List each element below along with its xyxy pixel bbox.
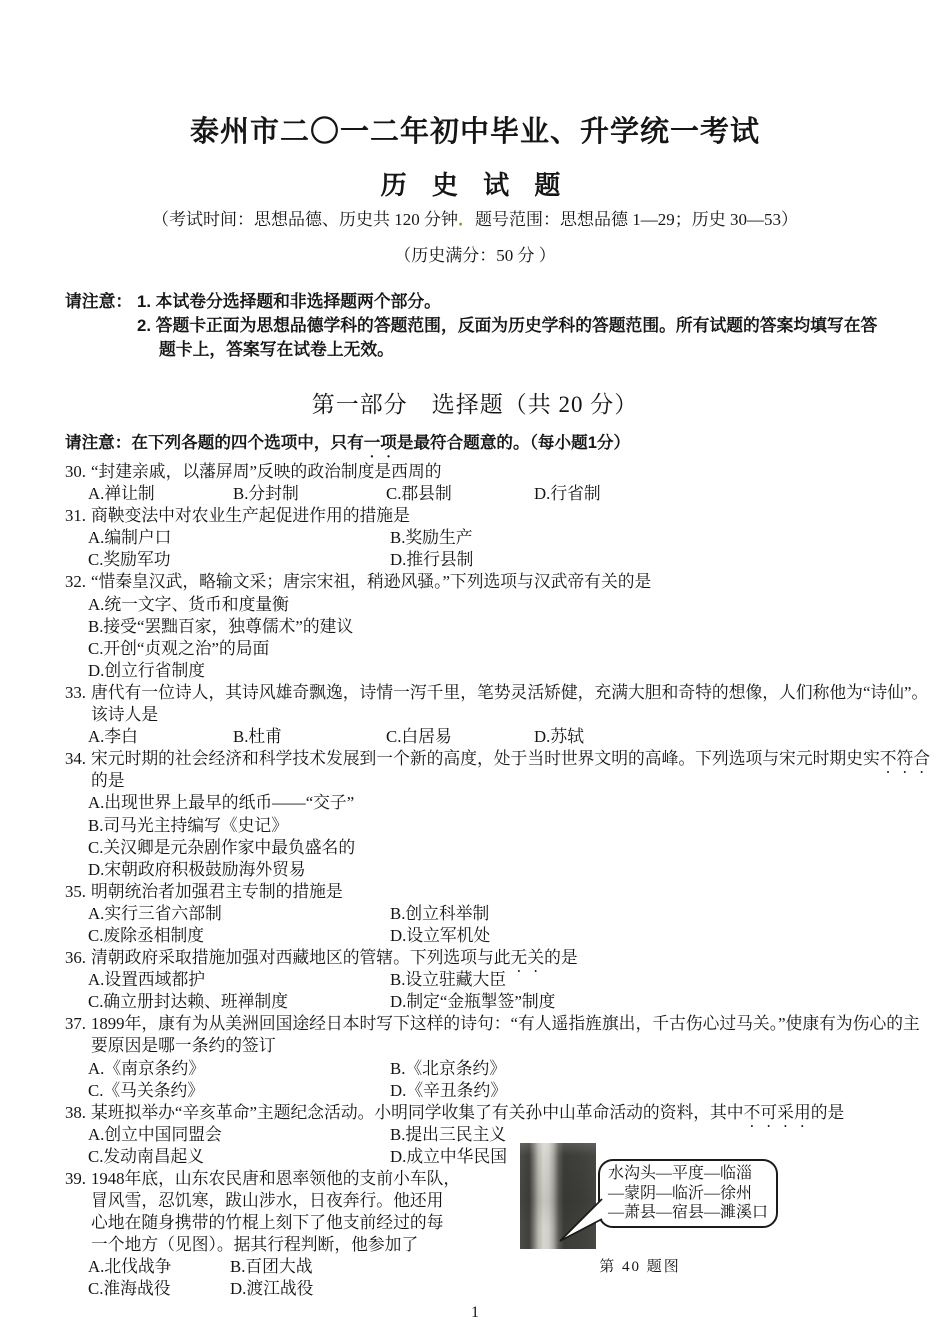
option-a: A.李白 — [88, 727, 138, 747]
option-a: A.出现世界上最早的纸币——“交子” — [88, 793, 355, 813]
page-title: 泰州市二〇一二年初中毕业、升学统一考试 — [189, 116, 760, 148]
speech-bubble — [598, 1159, 778, 1228]
question-text: 1899年，康有为从美洲回国途经日本时写下这样的诗句：“有人遥指旌旗出，千古伤心过马关。”使康有为伤心的主 — [91, 1014, 920, 1034]
question-text: “封建亲戚，以藩屏周”反映的政治制度是西周的 — [91, 462, 442, 481]
option-d: D.成立中华民国 — [390, 1146, 508, 1166]
option-b: B.创立科举制 — [390, 903, 490, 923]
exam-info-left: （考试时间：思想品德、历史共 120 分钟 — [152, 210, 458, 229]
question-32 — [65, 571, 887, 681]
question-34 — [65, 748, 931, 881]
options-row — [65, 527, 887, 549]
notice-row-1 — [65, 290, 887, 314]
figure-caption: 第 40 题图 — [599, 1259, 681, 1275]
option-d: D.推行县制 — [390, 550, 474, 570]
options-row — [65, 1080, 887, 1102]
option-c: C.关汉卿是元杂剧作家中最负盛名的 — [88, 837, 356, 857]
option-a: A.《南京条约》 — [88, 1058, 206, 1078]
instruction-emphasis: 一项 — [363, 433, 397, 452]
question-number: 31. — [65, 506, 86, 526]
question-text: 1948年底，山东农民唐和恩率领他的支前小车队， — [91, 1169, 461, 1188]
option-b: B.司马光主持编写《史记》 — [88, 815, 288, 835]
option-d: D.宋朝政府积极鼓励海外贸易 — [88, 859, 306, 879]
question-stem — [65, 682, 929, 704]
option-c: C.《马关条约》 — [88, 1080, 205, 1100]
options-row — [65, 991, 887, 1013]
option-a: A.编制户口 — [88, 528, 172, 548]
question-number: 38. — [65, 1102, 86, 1122]
route-line-2: —蒙阴—临沂—徐州 — [608, 1184, 753, 1202]
option-b: B.奖励生产 — [390, 528, 473, 548]
speech-bubble-tail — [558, 1197, 604, 1243]
options-row — [65, 726, 887, 748]
question-stem-continued: 的是 — [91, 771, 125, 791]
question-text: 清朝政府采取措施加强对西藏地区的管辖。下列选项与此 — [91, 948, 511, 968]
instruction-suffix: 是最符合题意的。（每小题1分） — [396, 433, 631, 452]
question-33 — [65, 682, 929, 748]
exam-info-right: 题号范围：思想品德 1—29；历史 30—53） — [475, 210, 798, 229]
question-stem — [65, 881, 887, 903]
option-d: D.渡江战役 — [230, 1279, 314, 1299]
route-line-1: 水沟头—平度—临淄 — [608, 1165, 753, 1182]
question-text-suffix: 的是 — [810, 1102, 845, 1122]
option-a: A.统一文字、货币和度量衡 — [88, 594, 289, 614]
notice-row-2 — [65, 314, 887, 338]
question-40-figure — [520, 1141, 870, 1291]
option-b: B.《北京条约》 — [390, 1058, 507, 1078]
option-c: C.确立册封达赖、班禅制度 — [88, 992, 288, 1012]
question-text: 唐代有一位诗人，其诗风雄奇飘逸，诗情一泻千里，笔势灵活矫健，充满大胆和奇特的想像，人们称他为“诗仙”。 — [91, 682, 929, 702]
option-a: A.设置西域都护 — [88, 970, 206, 990]
separator-dot: ． — [458, 210, 475, 229]
question-stem-continued: 要原因是哪一条约的签订 — [91, 1036, 276, 1056]
options-row — [65, 969, 887, 991]
option-b: B.设立驻藏大臣 — [390, 970, 507, 990]
option-d: D.《辛丑条约》 — [390, 1080, 508, 1100]
question-stem — [65, 571, 887, 593]
option-c: C.白居易 — [386, 727, 452, 747]
question-text-suffix: 的是 — [544, 948, 578, 968]
question-text: “惜秦皇汉武，略输文采；唐宗宋祖，稍逊风骚。”下列选项与汉武帝有关的是 — [91, 572, 652, 592]
option-b: B.分封制 — [233, 484, 299, 504]
option-a: A.北伐战争 — [88, 1257, 172, 1277]
option-b: B.杜甫 — [233, 727, 282, 747]
question-37 — [65, 1013, 920, 1101]
question-number: 39. — [65, 1169, 86, 1188]
exam-info-line — [0, 208, 950, 232]
question-text: 商鞅变法中对农业生产起促进作用的措施是 — [91, 506, 410, 526]
option-c: C.郡县制 — [386, 484, 452, 504]
option-b: B.百团大战 — [230, 1257, 313, 1277]
instruction-prefix: 请注意：在下列各题的四个选项中，只有 — [65, 433, 364, 452]
question-text-emphasis: 无关 — [510, 948, 545, 968]
question-number: 33. — [65, 682, 86, 702]
options-row — [65, 1058, 887, 1080]
question-text-emphasis: 不符合 — [879, 749, 931, 769]
option-a: A.创立中国同盟会 — [88, 1124, 222, 1144]
options-row — [65, 903, 887, 925]
option-c: C.废除丞相制度 — [88, 925, 205, 945]
option-a: A.禅让制 — [88, 484, 155, 504]
options-row — [65, 925, 887, 947]
score-line: （历史满分：50 分 ） — [394, 246, 556, 265]
option-d: D.创立行省制度 — [88, 660, 206, 680]
section-instruction — [65, 431, 887, 461]
question-35 — [65, 881, 887, 947]
options-row — [65, 483, 887, 505]
option-d: D.制定“金瓶掣签”制度 — [390, 992, 556, 1012]
question-text-emphasis: 不可采用 — [743, 1102, 811, 1122]
option-c: C.淮海战役 — [88, 1279, 171, 1299]
question-31 — [65, 505, 887, 571]
question-stem — [65, 461, 887, 483]
exam-subtitle: 历 史 试 题 — [380, 170, 570, 200]
question-stem — [65, 1102, 887, 1124]
page-number: 1 — [471, 1303, 479, 1321]
question-number: 35. — [65, 881, 86, 901]
question-stem — [65, 1013, 920, 1035]
question-stem-continued: 一个地方（见图）。据其行程判断，他参加了 — [91, 1235, 419, 1255]
question-stem-continued: 心地在随身携带的竹棍上刻下了他支前经过的每 — [91, 1213, 444, 1233]
option-d: D.行省制 — [534, 484, 601, 504]
notice-block — [65, 290, 887, 362]
question-number: 36. — [65, 948, 86, 968]
question-number: 32. — [65, 572, 86, 592]
question-number: 30. — [65, 462, 86, 481]
question-text: 宋元时期的社会经济和科学技术发展到一个新的高度，处于当时世界文明的高峰。下列选项与宋元时期史实 — [91, 749, 880, 769]
section-heading: 第一部分 选择题（共 20 分） — [311, 392, 639, 417]
notice-item-1: 1. 本试卷分选择题和非选择题两个部分。 — [137, 292, 441, 311]
question-number: 34. — [65, 749, 86, 769]
question-text: 明朝统治者加强君主专制的措施是 — [91, 881, 343, 901]
question-stem — [65, 748, 931, 770]
notice-item-2-line-1: 2. 答题卡正面为思想品德学科的答题范围，反面为历史学科的答题范围。所有试题的答案均填写在答 — [137, 316, 878, 335]
option-c: C.开创“贞观之治”的局面 — [88, 638, 270, 658]
notice-item-2-line-2: 题卡上，答案写在试卷上无效。 — [159, 340, 394, 359]
option-c: C.发动南昌起义 — [88, 1146, 205, 1166]
question-stem — [65, 947, 887, 969]
question-stem-continued: 该诗人是 — [91, 705, 159, 725]
option-d: D.设立军机处 — [390, 925, 491, 945]
option-d: D.苏轼 — [534, 727, 584, 747]
question-30 — [65, 461, 887, 505]
question-36 — [65, 947, 887, 1013]
option-b: B.接受“罢黜百家，独尊儒术”的建议 — [88, 616, 354, 636]
notice-label: 请注意： — [65, 292, 133, 311]
option-b: B.提出三民主义 — [390, 1124, 507, 1144]
notice-row-3 — [65, 338, 887, 362]
options-row — [65, 549, 887, 571]
route-line-3: —萧县—宿县—濉溪口 — [608, 1204, 769, 1221]
option-a: A.实行三省六部制 — [88, 903, 222, 923]
option-c: C.奖励军功 — [88, 550, 171, 570]
question-number: 37. — [65, 1014, 86, 1034]
question-stem-continued: 冒风雪，忍饥寒，跋山涉水，日夜奔行。他还用 — [91, 1191, 444, 1211]
question-text: 某班拟举办“辛亥革命”主题纪念活动。小明同学收集了有关孙中山革命活动的资料，其中 — [91, 1102, 744, 1122]
question-stem — [65, 505, 887, 527]
